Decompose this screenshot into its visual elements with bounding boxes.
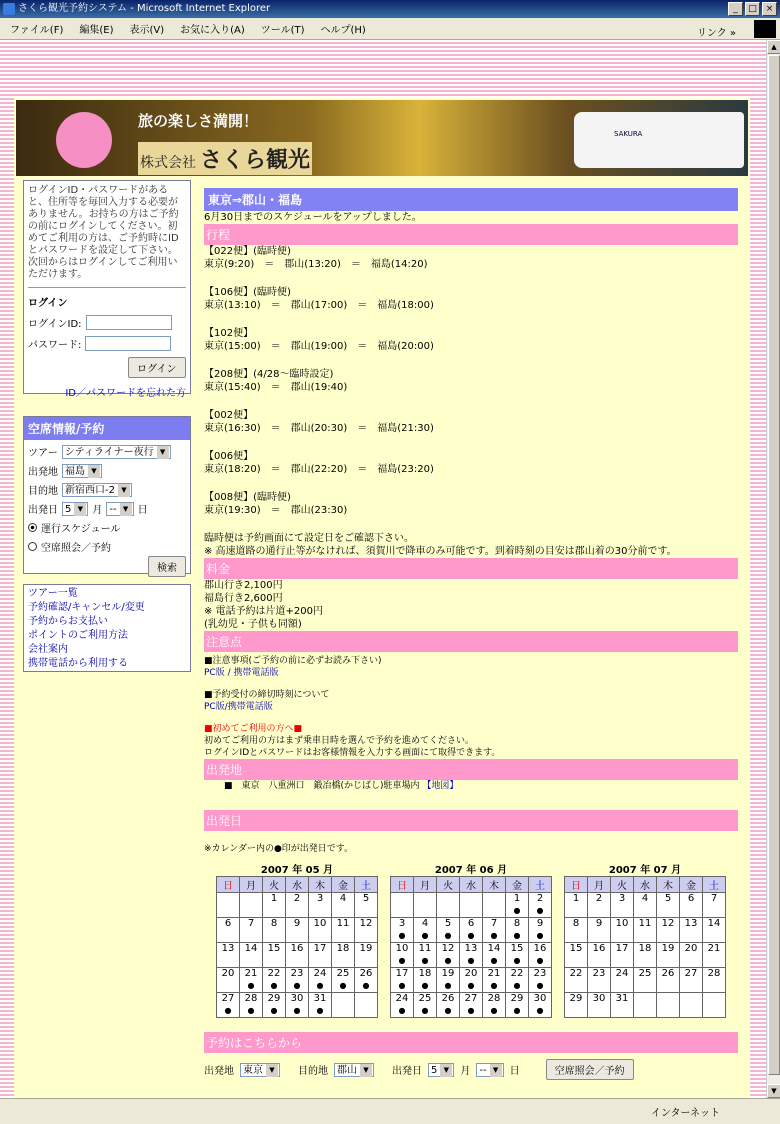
status-bar: [0, 1098, 780, 1124]
link-reservation-check[interactable]: 予約確認/キャンセル/変更: [28, 602, 145, 613]
calendar-day[interactable]: 29 ●: [506, 993, 529, 1018]
departure-dot-icon: ●: [536, 956, 544, 965]
calendar-day: 11: [634, 918, 657, 943]
minimize-button[interactable]: _: [728, 2, 743, 16]
calendar-empty: [657, 993, 680, 1018]
window-titlebar: [0, 0, 780, 18]
departure-dot-icon: ●: [536, 981, 544, 990]
departure-dot-icon: ●: [490, 1006, 498, 1015]
departure-dot-icon: ●: [467, 956, 475, 965]
departure-dot-icon: ●: [316, 1006, 324, 1015]
departure-dot-icon: ●: [444, 1006, 452, 1015]
schedule-item: 【208便】(4/28～臨時設定) 東京(15:40) ＝ 郡山(19:40): [204, 369, 348, 393]
departure-dot-icon: ●: [490, 981, 498, 990]
fare-koriyama: 郡山行き2,100円: [204, 580, 283, 591]
vacancy-box: [23, 416, 191, 574]
departure-dot-icon: ●: [513, 1006, 521, 1015]
calendar-empty: [634, 993, 657, 1018]
menu-file[interactable]: ファイル(F): [10, 25, 64, 36]
calendar-day: 17: [611, 943, 634, 968]
calendar-day[interactable]: 24 ●: [309, 968, 332, 993]
calendar-day: 15: [263, 943, 286, 968]
weekday-header: 土: [529, 877, 552, 893]
calendar-day: 9: [588, 918, 611, 943]
calendar-day: 2: [588, 893, 611, 918]
schedule-item: 【102便】 東京(15:00) ＝ 郡山(19:00) ＝ 福島(20:00): [204, 328, 434, 352]
windows-logo-icon: [754, 20, 776, 38]
menu-edit[interactable]: 編集(E): [79, 25, 114, 36]
page-title: 東京⇒郡山・福島: [204, 188, 738, 211]
calendar-empty: [703, 993, 726, 1018]
calendar-day[interactable]: 31 ●: [309, 993, 332, 1018]
calendar-day[interactable]: 26 ●: [437, 993, 460, 1018]
fare-phone: ※ 電話予約は片道+200円: [204, 606, 324, 617]
first-time-text-1: 初めてご利用の方はまず乗車日時を選んで予約を進めてください。: [204, 736, 475, 746]
calendar-note: ※カレンダー内の●印が出発日です。: [204, 844, 354, 854]
book-to-label: 目的地: [298, 1066, 328, 1077]
calendar-day: 9: [286, 918, 309, 943]
bus-image: SAKURA: [574, 112, 744, 168]
day-select[interactable]: -- ▼: [106, 502, 133, 516]
departure-dot-icon: ●: [398, 956, 406, 965]
departure-dot-icon: ●: [536, 931, 544, 940]
departure-dot-icon: ●: [467, 1006, 475, 1015]
weekday-header: 木: [657, 877, 680, 893]
page-container: [14, 98, 750, 1124]
section-notes: 注意点: [204, 631, 738, 652]
to-select[interactable]: 新宿西口-2 ▼: [62, 483, 132, 497]
menu-favorites[interactable]: お気に入り(A): [180, 25, 245, 36]
nav-links: [23, 584, 191, 672]
vertical-scrollbar[interactable]: [766, 40, 780, 1098]
radio-schedule[interactable]: 運行スケジュール: [28, 520, 186, 535]
departure-dot-icon: ●: [444, 931, 452, 940]
window-title: さくら観光予約システム - Microsoft Internet Explorer: [18, 3, 271, 14]
book-day-select[interactable]: -- ▼: [476, 1063, 503, 1077]
calendar-month: [216, 861, 378, 1018]
weekday-header: 火: [263, 877, 286, 893]
calendar-day: 4: [332, 893, 355, 918]
weekday-header: 水: [634, 877, 657, 893]
calendar-day[interactable]: 27 ●: [217, 993, 240, 1018]
departure-dot-icon: ●: [467, 981, 475, 990]
book-from-select[interactable]: 東京 ▼: [240, 1063, 280, 1077]
departure-dot-icon: ●: [247, 1006, 255, 1015]
calendar-title: 2007 年 06 月: [434, 865, 508, 876]
weekday-header: 金: [680, 877, 703, 893]
link-tour-list[interactable]: ツアー一覧: [28, 588, 78, 599]
to-label: 目的地: [28, 486, 58, 497]
calendar-day[interactable]: 17 ●: [391, 968, 414, 993]
login-id-input[interactable]: [86, 315, 172, 330]
calendar-day[interactable]: 2 ●: [529, 893, 552, 918]
calendar-day[interactable]: 14 ●: [483, 943, 506, 968]
calendar-month: [564, 861, 726, 1018]
calendar-day: 5: [657, 893, 680, 918]
map-link[interactable]: 【地図】: [422, 781, 459, 791]
departure-dot-icon: ●: [513, 981, 521, 990]
from-label: 出発地: [28, 467, 58, 478]
schedule-item: 【106便】(臨時便) 東京(13:10) ＝ 郡山(17:00) ＝ 福島(18:00): [204, 287, 434, 311]
calendar-day[interactable]: 25 ●: [332, 968, 355, 993]
weekday-header: 水: [460, 877, 483, 893]
departure-dot-icon: ●: [513, 931, 521, 940]
departure-dot-icon: ●: [421, 931, 429, 940]
weekday-header: 月: [588, 877, 611, 893]
calendar-empty: [680, 993, 703, 1018]
departure-dot-icon: ●: [536, 906, 544, 915]
password-label: パスワード:: [28, 340, 82, 351]
departure-dot-icon: ●: [362, 981, 370, 990]
vacancy-heading: 空席情報/予約: [24, 417, 190, 440]
calendar-month: [390, 861, 552, 1018]
calendar-day[interactable]: 22 ●: [506, 968, 529, 993]
departure-dot-icon: ●: [293, 1006, 301, 1015]
first-time-heading: ■初めてご利用の方へ■: [204, 724, 303, 734]
menu-tools[interactable]: ツール(T): [260, 25, 305, 36]
book-button[interactable]: 空席照会／予約: [546, 1059, 634, 1080]
departure-dot-icon: ●: [421, 981, 429, 990]
calendar-day[interactable]: 10 ●: [391, 943, 414, 968]
calendar-day[interactable]: 28 ●: [240, 993, 263, 1018]
company-logo: 株式会社 さくら観光: [138, 142, 312, 175]
calendar-day: 14: [240, 943, 263, 968]
calendar-day: 15: [565, 943, 588, 968]
departure-dot-icon: ●: [536, 1006, 544, 1015]
note2-links[interactable]: PC版/携帯電話版: [204, 702, 273, 712]
departure-dot-icon: ●: [421, 1006, 429, 1015]
calendar-day: 4: [634, 893, 657, 918]
calendar-day[interactable]: 6 ●: [460, 918, 483, 943]
note1-links[interactable]: PC版 / 携帯電話版: [204, 668, 279, 678]
departure-dot-icon: ●: [270, 1006, 278, 1015]
tour-select[interactable]: シティライナー夜行 ▼: [62, 445, 171, 459]
calendar-day: 11: [332, 918, 355, 943]
sakura-mascot-icon: [56, 112, 112, 168]
calendar-day: 1: [565, 893, 588, 918]
scroll-thumb[interactable]: [768, 55, 780, 1075]
menu-bar: [0, 18, 780, 40]
weekday-header: 金: [332, 877, 355, 893]
calendar-day: 23: [588, 968, 611, 993]
departure-dot-icon: ●: [421, 956, 429, 965]
browser-viewport: [0, 40, 766, 1098]
departure-dot-icon: ●: [467, 931, 475, 940]
weekday-header: 火: [611, 877, 634, 893]
calendar-empty: [414, 893, 437, 918]
calendar-day: 16: [286, 943, 309, 968]
schedule-item: 【006便】 東京(18:20) ＝ 郡山(22:20) ＝ 福島(23:20): [204, 451, 434, 475]
calendar-title: 2007 年 07 月: [608, 865, 682, 876]
note2-title: ■予約受付の締切時刻について: [204, 690, 330, 700]
section-booking: 予約はこちらから: [204, 1032, 738, 1053]
note1-title: ■注意事項(ご予約の前に必ずお読み下さい): [204, 656, 382, 666]
book-date-label: 出発日: [392, 1066, 422, 1077]
calendar-day: 6: [680, 893, 703, 918]
radio-unchecked-icon: [28, 542, 37, 551]
links-toolbar[interactable]: リンク »: [696, 28, 736, 39]
weekday-header: 月: [240, 877, 263, 893]
calendar-empty: [240, 893, 263, 918]
calendar-day: 13: [217, 943, 240, 968]
calendar-day[interactable]: 11 ●: [414, 943, 437, 968]
departure-dot-icon: ●: [224, 1006, 232, 1015]
calendar-day: 19: [657, 943, 680, 968]
book-month-select[interactable]: 5 ▼: [428, 1063, 454, 1077]
login-heading: ログイン: [28, 298, 68, 309]
calendar-day[interactable]: 3 ●: [391, 918, 414, 943]
calendar-day: 22: [565, 968, 588, 993]
book-month-unit: 月: [460, 1066, 471, 1077]
weekday-header: 日: [217, 877, 240, 893]
calendar-title: 2007 年 05 月: [260, 865, 334, 876]
calendar-day: 17: [309, 943, 332, 968]
calendar-empty: [355, 993, 378, 1018]
menu-view[interactable]: 表示(V): [129, 25, 165, 36]
schedule-note-1: 臨時便は予約画面にて設定日をご確認下さい。: [204, 533, 414, 544]
weekday-header: 水: [286, 877, 309, 893]
forgot-password-link[interactable]: ID／パスワードを忘れた方: [65, 388, 186, 399]
calendar-day[interactable]: 18 ●: [414, 968, 437, 993]
departure-dot-icon: ●: [398, 981, 406, 990]
calendar-day: 7: [240, 918, 263, 943]
scroll-up-icon[interactable]: ▲: [767, 40, 780, 54]
section-origin: 出発地: [204, 759, 738, 780]
search-button[interactable]: 検索: [148, 556, 186, 577]
weekday-header: 日: [391, 877, 414, 893]
day-unit: 日: [137, 505, 148, 516]
calendar-day[interactable]: 4 ●: [414, 918, 437, 943]
scroll-down-icon[interactable]: ▼: [767, 1084, 780, 1098]
link-payment[interactable]: 予約からお支払い: [28, 616, 108, 627]
tour-label: ツアー: [28, 448, 58, 459]
radio-vacancy[interactable]: 空席照会／予約: [28, 539, 186, 554]
calendar-day[interactable]: 25 ●: [414, 993, 437, 1018]
calendar-day: 24: [611, 968, 634, 993]
calendar-day[interactable]: 30 ●: [529, 993, 552, 1018]
calendar-day[interactable]: 5 ●: [437, 918, 460, 943]
calendar-empty: [391, 893, 414, 918]
calendar-day[interactable]: 9 ●: [529, 918, 552, 943]
calendar-day: 31: [611, 993, 634, 1018]
calendar-day: 25: [634, 968, 657, 993]
calendar-day[interactable]: 26 ●: [355, 968, 378, 993]
main-content: [204, 188, 738, 1080]
calendar-day[interactable]: 21 ●: [240, 968, 263, 993]
header-banner: [16, 100, 748, 176]
from-select[interactable]: 福島 ▼: [62, 464, 102, 478]
schedule-item: 【002便】 東京(16:30) ＝ 郡山(20:30) ＝ 福島(21:30): [204, 410, 434, 434]
calendar-day: 14: [703, 918, 726, 943]
calendar-day[interactable]: 13 ●: [460, 943, 483, 968]
calendar-empty: [460, 893, 483, 918]
fare-fukushima: 福島行き2,600円: [204, 593, 283, 604]
calendar-day: 20: [680, 943, 703, 968]
departure-dot-icon: ●: [444, 981, 452, 990]
departure-dot-icon: ●: [490, 956, 498, 965]
booking-form: [204, 1059, 738, 1080]
calendar-empty: [483, 893, 506, 918]
book-day-unit: 日: [509, 1066, 520, 1077]
link-mobile[interactable]: 携帯電話から利用する: [28, 658, 128, 669]
calendar-day: 30: [588, 993, 611, 1018]
login-button[interactable]: ログイン: [128, 357, 186, 378]
departure-dot-icon: ●: [247, 981, 255, 990]
calendar-day: 7: [703, 893, 726, 918]
weekday-header: 木: [309, 877, 332, 893]
departure-dot-icon: ●: [513, 906, 521, 915]
calendar-day: 10: [309, 918, 332, 943]
calendar-day: 29: [565, 993, 588, 1018]
section-fare: 料金: [204, 558, 738, 579]
close-button[interactable]: ×: [762, 2, 777, 16]
calendar-day[interactable]: 22 ●: [263, 968, 286, 993]
departure-dot-icon: ●: [398, 1006, 406, 1015]
calendar-day[interactable]: 24 ●: [391, 993, 414, 1018]
calendar-day: 12: [355, 918, 378, 943]
section-schedule: 行程: [204, 224, 738, 245]
book-from-label: 出発地: [204, 1066, 234, 1077]
calendar-day[interactable]: 28 ●: [483, 993, 506, 1018]
calendar-day: 20: [217, 968, 240, 993]
date-label: 出発日: [28, 505, 58, 516]
ie-icon: [3, 3, 15, 15]
first-time-text-2: ログインIDとパスワードはお客様情報を入力する画面にて取得できます。: [204, 748, 501, 758]
calendar-day[interactable]: 15 ●: [506, 943, 529, 968]
menu-help[interactable]: ヘルプ(H): [320, 25, 366, 36]
calendar-day[interactable]: 30 ●: [286, 993, 309, 1018]
calendar-day[interactable]: 21 ●: [483, 968, 506, 993]
calendar-empty: [217, 893, 240, 918]
schedule-note-2: ※ 高速道路の通行止等がなければ、須賀川で降車のみ可能です。到着時刻の目安は郡山着の30分前です。: [204, 546, 677, 557]
departure-dot-icon: ●: [270, 981, 278, 990]
section-dates: 出発日: [204, 810, 738, 831]
radio-checked-icon: [28, 523, 37, 532]
login-id-label: ログインID:: [28, 319, 82, 330]
calendar-day: 1: [263, 893, 286, 918]
banner-catchphrase: 旅の楽しさ満開！: [138, 112, 259, 130]
weekday-header: 金: [506, 877, 529, 893]
weekday-header: 月: [414, 877, 437, 893]
calendars: [216, 861, 738, 1018]
calendar-day[interactable]: 12 ●: [437, 943, 460, 968]
internet-zone: インターネット: [650, 1108, 720, 1119]
schedule-item: 【008便】(臨時便) 東京(19:30) ＝ 郡山(23:30): [204, 492, 348, 516]
calendar-day: 28: [703, 968, 726, 993]
departure-dot-icon: ●: [339, 981, 347, 990]
divider: [28, 287, 186, 288]
link-company[interactable]: 会社案内: [28, 644, 68, 655]
calendar-day[interactable]: 16 ●: [529, 943, 552, 968]
book-to-select[interactable]: 郡山 ▼: [334, 1063, 374, 1077]
maximize-button[interactable]: □: [745, 2, 760, 16]
login-intro: ログインID・パスワードがあると、住所等を毎回入力する必要がありません。お持ちの方はご予約の前にログインしてください。初めてご利用の方は、ご予約時にIDとパスワードを設定して下さい。次回からはログインしてご利用いただけます。: [28, 185, 179, 280]
calendar-day[interactable]: 23 ●: [529, 968, 552, 993]
calendar-day[interactable]: 1 ●: [506, 893, 529, 918]
weekday-header: 土: [703, 877, 726, 893]
calendar-day: 2: [286, 893, 309, 918]
weekday-header: 土: [355, 877, 378, 893]
departure-dot-icon: ●: [444, 956, 452, 965]
schedule-item: 【022便】(臨時便) 東京(9:20) ＝ 郡山(13:20) ＝ 福島(14:20): [204, 246, 428, 270]
calendar-day: 21: [703, 943, 726, 968]
calendar-day: 5: [355, 893, 378, 918]
departure-dot-icon: ●: [293, 981, 301, 990]
departure-dot-icon: ●: [316, 981, 324, 990]
weekday-header: 木: [483, 877, 506, 893]
departure-dot-icon: ●: [490, 931, 498, 940]
calendar-day: 27: [680, 968, 703, 993]
calendar-day: 18: [332, 943, 355, 968]
password-input[interactable]: [85, 336, 171, 351]
calendar-day[interactable]: 27 ●: [460, 993, 483, 1018]
schedule-list: [204, 245, 738, 517]
calendar-day: 3: [309, 893, 332, 918]
calendar-empty: [437, 893, 460, 918]
departure-dot-icon: ●: [513, 956, 521, 965]
calendar-day[interactable]: 19 ●: [437, 968, 460, 993]
login-box: [23, 180, 191, 399]
weekday-header: 日: [565, 877, 588, 893]
calendar-day: 8: [263, 918, 286, 943]
notice: 6月30日までのスケジュールをアップしました。: [204, 212, 422, 223]
calendar-day: 19: [355, 943, 378, 968]
origin-text: ■ 東京 八重洲口 鍛冶橋(かじばし)駐車場内 【地図】: [224, 781, 459, 791]
calendar-day[interactable]: 7 ●: [483, 918, 506, 943]
month-unit: 月: [92, 505, 103, 516]
link-points[interactable]: ポイントのご利用方法: [28, 630, 128, 641]
weekday-header: 火: [437, 877, 460, 893]
calendar-day: 26: [657, 968, 680, 993]
month-select[interactable]: 5 ▼: [62, 502, 88, 516]
calendar-day: 12: [657, 918, 680, 943]
departure-dot-icon: ●: [398, 931, 406, 940]
calendar-day: 6: [217, 918, 240, 943]
fare-child: (乳幼児・子供も同額): [204, 619, 302, 630]
calendar-day: 18: [634, 943, 657, 968]
calendar-day: 16: [588, 943, 611, 968]
calendar-day[interactable]: 29 ●: [263, 993, 286, 1018]
calendar-day[interactable]: 23 ●: [286, 968, 309, 993]
calendar-day: 13: [680, 918, 703, 943]
calendar-day: 10: [611, 918, 634, 943]
calendar-empty: [332, 993, 355, 1018]
calendar-day[interactable]: 8 ●: [506, 918, 529, 943]
calendar-day: 3: [611, 893, 634, 918]
calendar-day: 8: [565, 918, 588, 943]
calendar-day[interactable]: 20 ●: [460, 968, 483, 993]
